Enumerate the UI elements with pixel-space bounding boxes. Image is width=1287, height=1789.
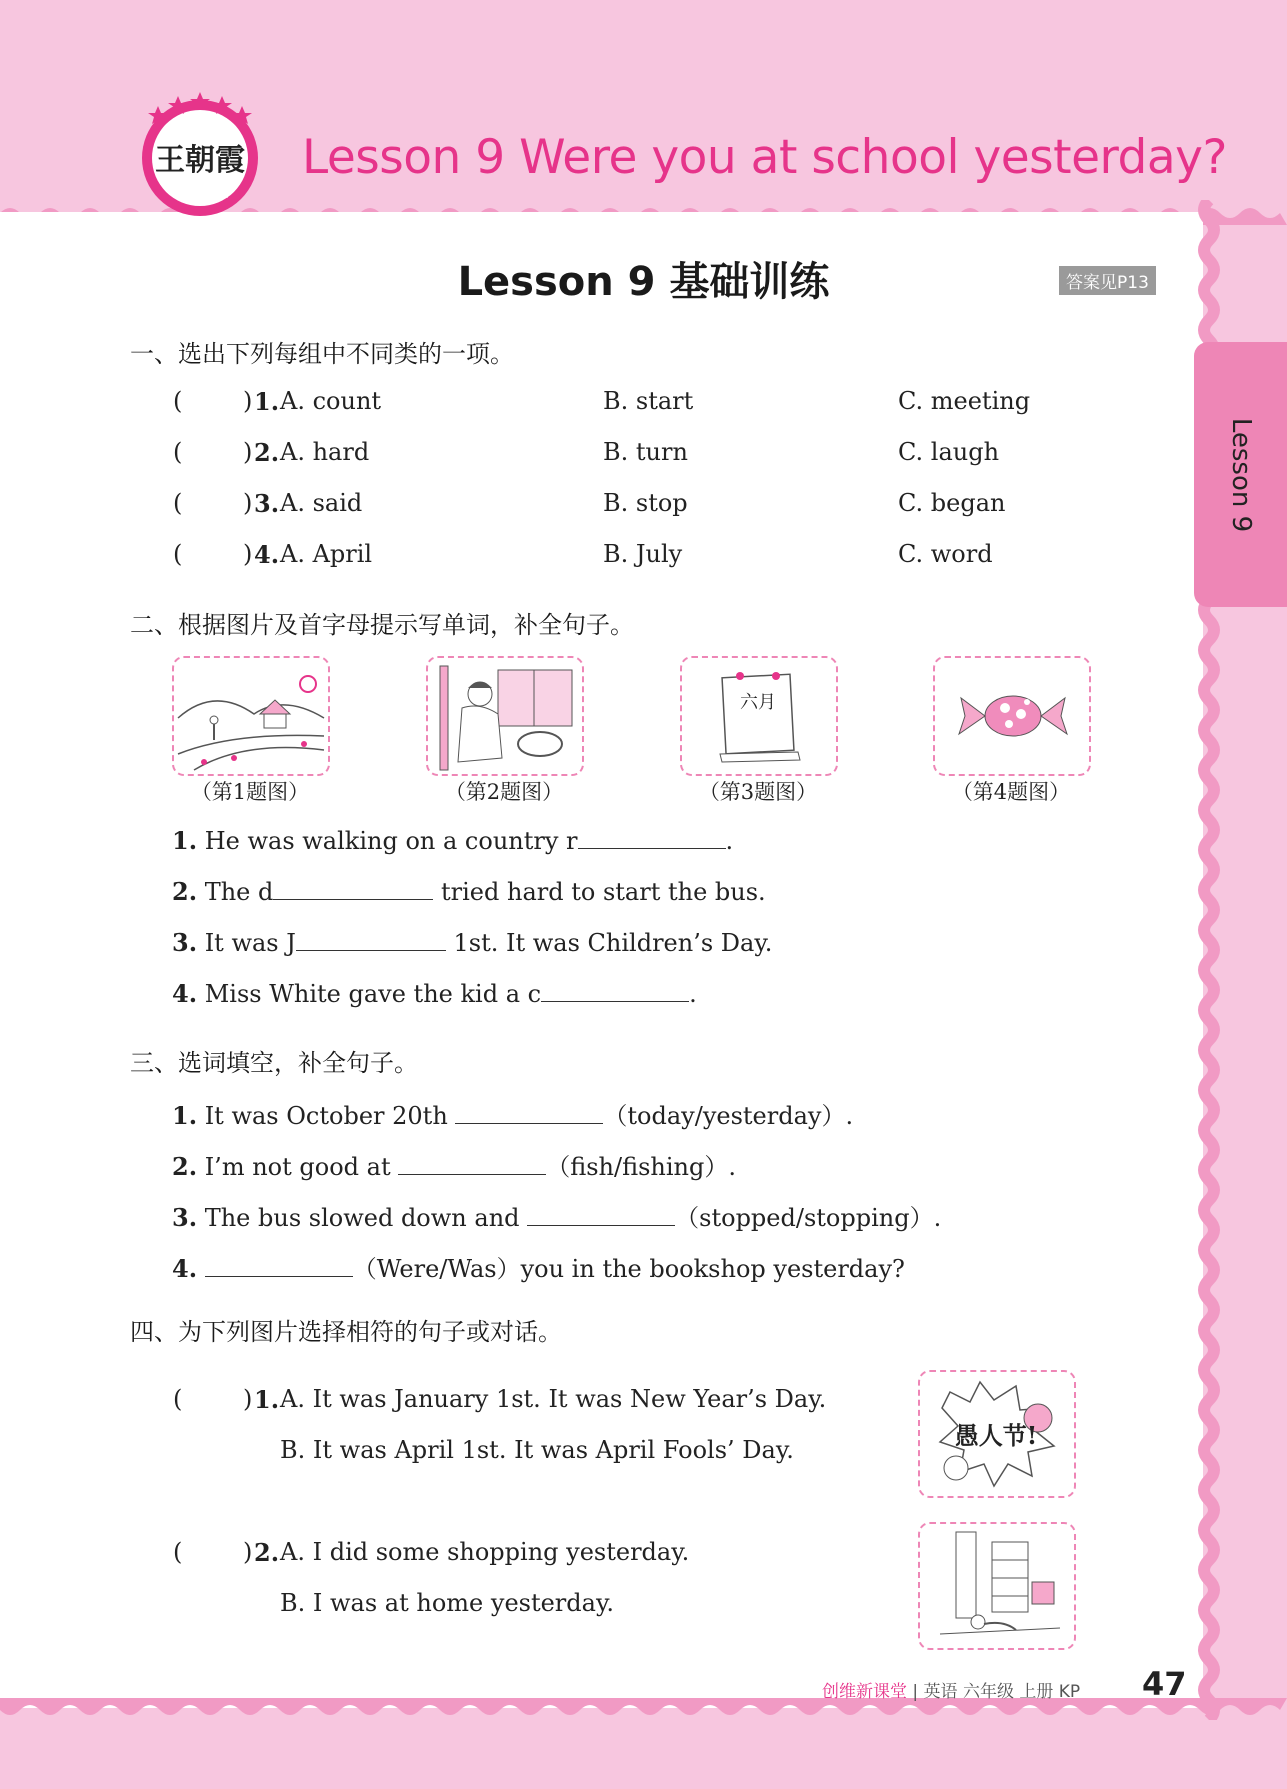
part4-heading: 四、为下列图片选择相符的句子或对话。 (130, 1318, 562, 1346)
lesson-title: Lesson 9 Were you at school yesterday? (302, 130, 1227, 185)
part1-heading: 一、选出下列每组中不同类的一项。 (130, 340, 514, 368)
candy-illustration (935, 658, 1089, 774)
part2-sentence-4: 4. Miss White gave the kid a c . (172, 979, 697, 1008)
fill-blank[interactable] (527, 1203, 675, 1226)
option-c: C. began (898, 489, 1006, 517)
option-a: A. It was January 1st. It was New Year’s Day. (280, 1385, 827, 1413)
option-b: B. start (603, 387, 694, 415)
part1-row-4: ( ) 4. A. April B. July C. word (173, 540, 993, 569)
option-c: C. word (898, 540, 993, 568)
side-tab-label: Lesson 9 (1225, 417, 1256, 532)
fill-blank[interactable] (455, 1101, 603, 1124)
book-footer: 创维新课堂 | 英语 六年级 上册 KP (822, 1682, 1081, 1702)
part1-row-2: ( ) 2. A. hard B. turn C. laugh (173, 438, 1000, 467)
option-b: B. I was at home yesterday. (280, 1589, 614, 1617)
picture-caption-4: （第4题图） (951, 780, 1071, 804)
section-title: Lesson 9 基础训练 (457, 259, 830, 305)
picture-bus-driver (426, 656, 584, 776)
part3-heading: 三、选词填空，补全句子。 (130, 1049, 418, 1077)
part2-sentence-1: 1. He was walking on a country r . (172, 826, 734, 855)
option-a: A. I did some shopping yesterday. (280, 1538, 690, 1566)
april-fools-illustration (920, 1372, 1074, 1496)
part2-sentence-3: 3. It was J 1st. It was Children’s Day. (172, 928, 773, 957)
country-road-illustration (174, 658, 328, 774)
fill-blank[interactable] (398, 1152, 546, 1175)
fill-blank[interactable] (205, 1254, 353, 1277)
option-b: B. July (603, 540, 683, 568)
option-a: A. said (280, 489, 363, 517)
page-number: 47 (1142, 1665, 1187, 1703)
part2-sentence-2: 2. The d tried hard to start the bus. (172, 877, 766, 906)
picture-april-fools (918, 1370, 1076, 1498)
part4-item-1-b (0, 1436, 1287, 1476)
picture-country-road (172, 656, 330, 776)
calendar-illustration (682, 658, 836, 774)
answer-bracket-right: ) (243, 387, 253, 415)
part3-sentence-4: 4. （Were/Was）you in the bookshop yesterday? (172, 1254, 905, 1283)
publisher-logo (136, 90, 264, 218)
svg-text:愚人节!: 愚人节! (954, 1421, 1038, 1450)
part4-item-1: ( ) 1. A. It was January 1st. It was New Year’s Day. (173, 1385, 827, 1414)
part1-row-1: ( ) 1. A. count B. start C. meeting (173, 387, 1031, 416)
option-b: B. turn (603, 438, 688, 466)
option-c: C. meeting (898, 387, 1031, 415)
option-a: A. hard (280, 438, 370, 466)
footer-info: 英语 六年级 上册 KP (923, 1682, 1081, 1702)
part4-item-2-b (0, 1589, 1287, 1629)
part3-sentence-2: 2. I’m not good at （fish/fishing）. (172, 1152, 736, 1181)
picture-at-home (918, 1522, 1076, 1650)
part3-sentence-1: 1. It was October 20th （today/yesterday）. (172, 1101, 854, 1130)
fill-blank[interactable] (296, 928, 446, 951)
fill-blank[interactable] (541, 979, 689, 1002)
picture-candy (933, 656, 1091, 776)
answer-reference-badge: 答案见P13 (1059, 266, 1156, 295)
option-a: A. count (280, 387, 382, 415)
option-a: A. April (280, 540, 373, 568)
picture-caption-1: （第1题图） (190, 780, 310, 804)
picture-caption-3: （第3题图） (698, 780, 818, 804)
bottom-wave-border (0, 1698, 1287, 1728)
svg-text:WANG ZHAOXIA: WANG ZHAOXIA (172, 192, 228, 200)
part4-item-2: ( ) 2. A. I did some shopping yesterday. (173, 1538, 690, 1567)
footer-brand: 创维新课堂 (822, 1682, 907, 1702)
option-b: B. It was April 1st. It was April Fools’ Day. (280, 1436, 794, 1464)
svg-text:王朝霞: 王朝霞 (155, 143, 245, 178)
fill-blank[interactable] (578, 826, 726, 849)
picture-caption-2: （第2题图） (444, 780, 564, 804)
part3-sentence-3: 3. The bus slowed down and （stopped/stopping）. (172, 1203, 942, 1232)
fill-blank[interactable] (273, 877, 433, 900)
svg-text:六月: 六月 (740, 692, 776, 713)
part2-heading: 二、根据图片及首字母提示写单词，补全句子。 (130, 611, 634, 639)
part1-row-3: ( ) 3. A. said B. stop C. began (173, 489, 1006, 518)
option-c: C. laugh (898, 438, 1000, 466)
bus-driver-illustration (428, 658, 582, 774)
home-room-illustration (920, 1524, 1074, 1648)
answer-bracket-left: ( (173, 387, 183, 415)
picture-calendar (680, 656, 838, 776)
option-b: B. stop (603, 489, 688, 517)
